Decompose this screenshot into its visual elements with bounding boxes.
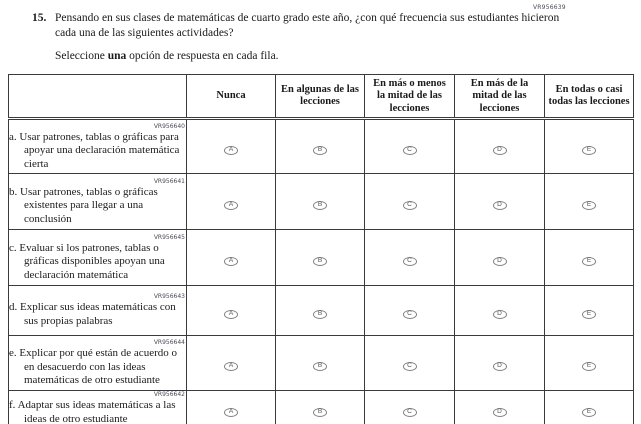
item-cell bbox=[9, 119, 187, 174]
question-text: Pensando en sus clases de matemáticas de cuarto grado este año, ¿con qué frecuencia sus estudiantes hicieron cada una de las siguientes actividades? bbox=[55, 12, 560, 40]
answer-cell bbox=[187, 286, 276, 336]
item-code: VR956644 bbox=[153, 339, 185, 347]
instruction-text bbox=[55, 50, 581, 62]
bubble-letter: D bbox=[497, 362, 502, 370]
answer-cell bbox=[545, 286, 634, 336]
item-text: Evaluar si los patrones, tablas o gráficas disponibles apoyan una declaración matemática bbox=[19, 241, 165, 281]
form-code: VR956639 bbox=[533, 4, 566, 11]
bubble-letter: C bbox=[407, 200, 412, 208]
item-label: e. bbox=[9, 347, 17, 360]
radio-bubble-c[interactable] bbox=[403, 408, 417, 417]
radio-bubble-b[interactable] bbox=[313, 257, 327, 266]
bubble-letter: B bbox=[317, 407, 323, 415]
item-label: c. bbox=[9, 241, 17, 254]
bubble-letter: C bbox=[407, 309, 412, 317]
answer-cell bbox=[276, 119, 365, 174]
answer-cell bbox=[455, 336, 545, 391]
bubble-letter: E bbox=[586, 200, 592, 208]
bubble-letter: B bbox=[317, 256, 323, 264]
answer-cell bbox=[545, 391, 634, 424]
answer-cell bbox=[545, 119, 634, 174]
answer-cell bbox=[187, 391, 276, 424]
radio-bubble-c[interactable] bbox=[403, 310, 417, 319]
bubble-letter: A bbox=[228, 145, 234, 153]
item-cell bbox=[9, 286, 187, 336]
item-code: VR956645 bbox=[153, 233, 185, 241]
item-text: Usar patrones, tablas o gráficas existentes para llegar a una conclusión bbox=[20, 185, 158, 225]
bubble-letter: B bbox=[317, 145, 323, 153]
radio-bubble-b[interactable] bbox=[313, 362, 327, 371]
radio-bubble-a[interactable] bbox=[224, 201, 238, 210]
header-row bbox=[9, 75, 634, 119]
bubble-letter: B bbox=[317, 362, 323, 370]
answer-cell bbox=[365, 230, 455, 286]
item-cell bbox=[9, 174, 187, 230]
radio-bubble-a[interactable] bbox=[224, 408, 238, 417]
radio-bubble-a[interactable] bbox=[224, 257, 238, 266]
table-row bbox=[9, 174, 634, 230]
answer-cell bbox=[365, 391, 455, 424]
answer-cell bbox=[276, 230, 365, 286]
column-header: Nunca bbox=[187, 75, 276, 119]
answer-cell bbox=[365, 119, 455, 174]
radio-bubble-a[interactable] bbox=[224, 310, 238, 319]
radio-bubble-c[interactable] bbox=[403, 146, 417, 155]
item-code: VR956640 bbox=[153, 122, 185, 130]
bubble-letter: E bbox=[586, 407, 592, 415]
radio-bubble-b[interactable] bbox=[313, 310, 327, 319]
item-text: Explicar por qué están de acuerdo o en desacuerdo con las ideas matemáticas de otro estudiante bbox=[19, 347, 177, 387]
bubble-letter: A bbox=[228, 407, 234, 415]
radio-bubble-d[interactable] bbox=[493, 201, 507, 210]
item-text: Explicar sus ideas matemáticas con sus propias palabras bbox=[20, 301, 176, 327]
item-cell bbox=[9, 230, 187, 286]
radio-bubble-a[interactable] bbox=[224, 146, 238, 155]
column-header: En más de la mitad de las lecciones bbox=[455, 75, 545, 119]
answer-cell bbox=[187, 230, 276, 286]
bubble-letter: D bbox=[497, 407, 502, 415]
table-header bbox=[9, 75, 634, 119]
radio-bubble-e[interactable] bbox=[582, 362, 596, 371]
item-text: Usar patrones, tablas o gráficas para apoyar una declaración matemática cierta bbox=[19, 130, 180, 170]
radio-bubble-d[interactable] bbox=[493, 257, 507, 266]
bubble-letter: C bbox=[407, 362, 412, 370]
bubble-letter: E bbox=[586, 145, 592, 153]
item-label: b. bbox=[9, 185, 18, 198]
radio-bubble-c[interactable] bbox=[403, 257, 417, 266]
item-code: VR956643 bbox=[153, 293, 185, 301]
bubble-letter: E bbox=[586, 256, 592, 264]
bubble-letter: E bbox=[586, 362, 592, 370]
radio-bubble-a[interactable] bbox=[224, 362, 238, 371]
frequency-table bbox=[8, 74, 634, 424]
answer-cell bbox=[545, 336, 634, 391]
bubble-letter: C bbox=[407, 145, 412, 153]
radio-bubble-d[interactable] bbox=[493, 310, 507, 319]
radio-bubble-e[interactable] bbox=[582, 408, 596, 417]
answer-cell bbox=[455, 119, 545, 174]
bubble-letter: B bbox=[317, 309, 323, 317]
item-label: d. bbox=[9, 301, 18, 314]
column-header: En algunas de las lecciones bbox=[276, 75, 365, 119]
bubble-letter: D bbox=[497, 309, 502, 317]
bubble-letter: D bbox=[497, 145, 502, 153]
radio-bubble-e[interactable] bbox=[582, 257, 596, 266]
radio-bubble-d[interactable] bbox=[493, 146, 507, 155]
item-label: f. bbox=[9, 399, 16, 412]
answer-cell bbox=[187, 119, 276, 174]
answer-cell bbox=[455, 286, 545, 336]
bubble-letter: C bbox=[407, 407, 412, 415]
item-cell bbox=[9, 391, 187, 424]
item-label: a. bbox=[9, 130, 17, 143]
item-code: VR956641 bbox=[153, 177, 185, 185]
radio-bubble-b[interactable] bbox=[313, 201, 327, 210]
bubble-letter: A bbox=[228, 309, 234, 317]
bubble-letter: B bbox=[317, 200, 323, 208]
item-column-header-empty bbox=[9, 75, 187, 119]
answer-cell bbox=[455, 230, 545, 286]
radio-bubble-d[interactable] bbox=[493, 362, 507, 371]
answer-cell bbox=[276, 286, 365, 336]
instruction-suffix: opción de respuesta en cada fila. bbox=[126, 50, 279, 63]
answer-cell bbox=[545, 230, 634, 286]
bubble-letter: E bbox=[586, 309, 592, 317]
bubble-letter: D bbox=[497, 200, 502, 208]
table-row bbox=[9, 230, 634, 286]
question-number: 15. bbox=[32, 12, 47, 24]
table-body bbox=[9, 119, 634, 424]
radio-bubble-e[interactable] bbox=[582, 201, 596, 210]
item-cell bbox=[9, 336, 187, 391]
table-row bbox=[9, 286, 634, 336]
instruction-prefix: Seleccione bbox=[55, 50, 108, 63]
radio-bubble-d[interactable] bbox=[493, 408, 507, 417]
radio-bubble-e[interactable] bbox=[582, 310, 596, 319]
column-header: En más o menos la mitad de las lecciones bbox=[365, 75, 455, 119]
radio-bubble-e[interactable] bbox=[582, 146, 596, 155]
answer-cell bbox=[187, 174, 276, 230]
answer-cell bbox=[276, 336, 365, 391]
bubble-letter: A bbox=[228, 362, 234, 370]
table-row bbox=[9, 336, 634, 391]
answer-cell bbox=[455, 174, 545, 230]
radio-bubble-b[interactable] bbox=[313, 408, 327, 417]
answer-cell bbox=[276, 391, 365, 424]
answer-cell bbox=[545, 174, 634, 230]
item-text: Adaptar sus ideas matemáticas a las ideas de otro estudiante bbox=[17, 399, 176, 424]
answer-cell bbox=[455, 391, 545, 424]
answer-cell bbox=[365, 286, 455, 336]
bubble-letter: A bbox=[228, 200, 234, 208]
table-row bbox=[9, 119, 634, 174]
answer-cell bbox=[365, 174, 455, 230]
table-row bbox=[9, 391, 634, 424]
item-code: VR956642 bbox=[153, 391, 185, 399]
bubble-letter: D bbox=[497, 256, 502, 264]
answer-cell bbox=[365, 336, 455, 391]
bubble-letter: A bbox=[228, 256, 234, 264]
instruction-bold: una bbox=[107, 50, 127, 63]
column-header: En todas o casi todas las lecciones bbox=[545, 75, 634, 119]
bubble-letter: C bbox=[407, 256, 412, 264]
radio-bubble-b[interactable] bbox=[313, 146, 327, 155]
answer-cell bbox=[187, 336, 276, 391]
radio-bubble-c[interactable] bbox=[403, 201, 417, 210]
answer-cell bbox=[276, 174, 365, 230]
radio-bubble-c[interactable] bbox=[403, 362, 417, 371]
